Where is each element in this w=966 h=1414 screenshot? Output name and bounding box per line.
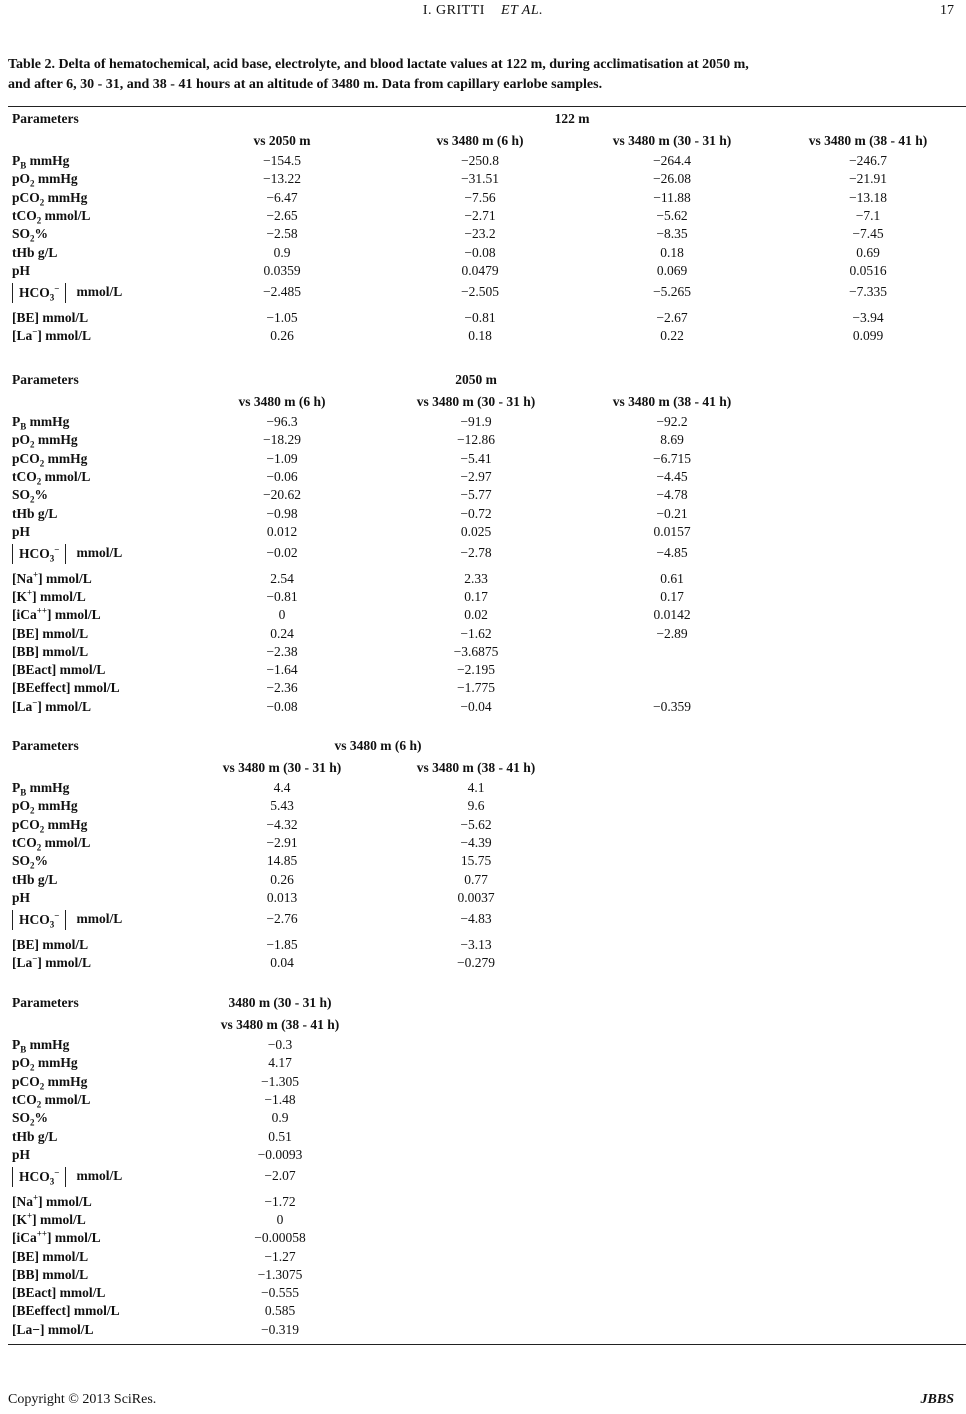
value-cell: 0.099 [852, 327, 884, 343]
parameter-label: $pO_2$ mmHg [12, 171, 78, 189]
value-cell: −0.81 [266, 588, 298, 604]
parameter-label: tHb g/L [12, 244, 58, 260]
parameter-label: $HCO_3^-$ mmol/L [12, 283, 122, 303]
table-row [0, 954, 966, 972]
value-cell: −4.83 [460, 911, 492, 927]
value-cell: −2.485 [263, 284, 301, 300]
value-cell: 0.26 [270, 871, 294, 887]
value-cell: 0.51 [268, 1128, 292, 1144]
parameter-label: [BE] mmol/L [12, 936, 89, 952]
section-title-row [0, 737, 966, 755]
table-row [0, 797, 966, 815]
table-row [0, 588, 966, 606]
value-cell: −2.36 [266, 680, 298, 696]
value-cell: −2.505 [461, 284, 499, 300]
value-cell: −5.77 [460, 487, 492, 503]
table-row [0, 1073, 966, 1091]
parameter-label: [BB] mmol/L [12, 643, 89, 659]
value-cell: −1.85 [266, 936, 298, 952]
value-cell: −20.62 [263, 487, 301, 503]
parameter-label: $P_B$ mmHg [12, 1037, 70, 1055]
parameter-label: $HCO_3^-$ mmol/L [12, 910, 122, 930]
parameter-label: [BB] mmol/L [12, 1266, 89, 1282]
value-cell: 0.04 [270, 954, 294, 970]
table-row [0, 262, 966, 280]
parameters-header: Parameters [12, 372, 79, 387]
column-header: vs 3480 m (30 - 31 h) [416, 394, 536, 409]
value-cell: −4.32 [266, 816, 298, 832]
value-cell: −23.2 [464, 226, 496, 242]
value-cell: −2.71 [464, 207, 496, 223]
value-cell: −264.4 [653, 153, 691, 168]
table-row [0, 170, 966, 188]
parameter-label: [iCa++] mmol/L [12, 1228, 101, 1246]
value-cell: −0.555 [261, 1285, 299, 1301]
value-cell: −2.07 [264, 1168, 296, 1184]
table-row [0, 643, 966, 661]
value-cell: 4.4 [273, 780, 291, 795]
value-cell: −1.72 [264, 1193, 296, 1209]
table-row [0, 1266, 966, 1284]
table-row [0, 910, 966, 928]
table-row [0, 544, 966, 562]
value-cell: −0.81 [464, 309, 496, 325]
value-cell: 4.17 [268, 1055, 292, 1071]
table-row [0, 189, 966, 207]
table-row [0, 852, 966, 870]
section-title: 2050 m [455, 372, 497, 387]
table-row [0, 1211, 966, 1229]
parameter-label: pH [12, 523, 31, 539]
parameter-label: tHb g/L [12, 1128, 58, 1144]
table-row [0, 486, 966, 504]
value-cell: −1.48 [264, 1091, 296, 1107]
table-row [0, 834, 966, 852]
value-cell: −154.5 [263, 153, 301, 168]
value-cell: 15.75 [460, 853, 492, 869]
parameter-label: [BEeffect] mmol/L [12, 1303, 120, 1319]
value-cell: −6.715 [653, 450, 691, 466]
column-header: vs 2050 m [253, 133, 311, 148]
value-cell: 0.17 [464, 588, 488, 604]
value-cell: −5.62 [656, 207, 688, 223]
value-cell: −18.29 [263, 432, 301, 448]
value-cell: 0.013 [266, 889, 298, 905]
table-row [0, 606, 966, 624]
value-cell: 0.012 [266, 523, 298, 539]
value-cell: −0.3 [267, 1037, 293, 1052]
table-row [0, 1167, 966, 1185]
table-row [0, 661, 966, 679]
value-cell: 0.9 [271, 1110, 289, 1126]
column-header-row [0, 132, 966, 150]
value-cell: −3.6875 [453, 643, 499, 659]
value-cell: −246.7 [849, 153, 887, 168]
table-row [0, 679, 966, 697]
parameter-label: tCO$_2$ mmol/L [12, 834, 91, 853]
table-row [0, 309, 966, 327]
parameter-label: [BE] mmol/L [12, 625, 89, 641]
value-cell: 0 [276, 1211, 284, 1227]
parameter-label: [Na+] mmol/L [12, 1192, 92, 1209]
column-header: vs 3480 m (38 - 41 h) [416, 760, 536, 775]
value-cell: 0.18 [468, 327, 492, 343]
table-row [0, 244, 966, 262]
parameter-label: tCO$_2$ mmol/L [12, 1091, 91, 1110]
value-cell: −0.319 [261, 1321, 299, 1337]
parameter-label: [Na+] mmol/L [12, 569, 92, 586]
value-cell: −1.3075 [257, 1266, 303, 1282]
value-cell: −0.72 [460, 505, 492, 521]
table-row [0, 1109, 966, 1127]
parameter-label: tCO$_2$ mmol/L [12, 468, 91, 487]
parameter-label: $SO_2\%$ [12, 226, 49, 244]
value-cell: 0.9 [273, 244, 291, 260]
value-cell: 14.85 [266, 853, 298, 869]
column-header: vs 3480 m (6 h) [436, 133, 524, 148]
value-cell: 8.69 [660, 432, 684, 448]
value-cell: −2.38 [266, 643, 298, 659]
parameter-label: [BE] mmol/L [12, 1248, 89, 1264]
value-cell: −0.00058 [254, 1230, 306, 1246]
parameter-label: pCO$_2$ mmHg [12, 816, 88, 835]
value-cell: −2.67 [656, 309, 688, 325]
value-cell: −5.62 [460, 816, 492, 832]
table-caption [8, 55, 966, 95]
table-row [0, 816, 966, 834]
table-row [0, 625, 966, 643]
table-row [0, 450, 966, 468]
value-cell: −2.58 [266, 226, 298, 242]
column-header: vs 3480 m (38 - 41 h) [612, 394, 732, 409]
table-caption-line-2: and after 6, 30 - 31, and 38 - 41 hours at an altitude of 3480 m. Data from capillary earlobe samples. [8, 77, 603, 92]
column-header: vs 3480 m (30 - 31 h) [222, 760, 342, 775]
value-cell: 0.0037 [457, 889, 495, 905]
parameters-header: Parameters [12, 111, 79, 126]
table-row [0, 1036, 966, 1054]
table-row [0, 468, 966, 486]
parameter-label: [BEact] mmol/L [12, 662, 106, 678]
parameter-label: $SO_2\%$ [12, 487, 49, 505]
value-cell: −0.98 [266, 505, 298, 521]
value-cell: −2.76 [266, 911, 298, 927]
value-cell: 0.61 [660, 570, 684, 586]
value-cell: −0.0093 [257, 1146, 303, 1162]
column-header-row [0, 393, 966, 411]
parameter-label: $HCO_3^-$ mmol/L [12, 544, 122, 564]
table-row [0, 1193, 966, 1211]
value-cell: 0.0359 [263, 262, 301, 278]
value-cell: −5.265 [653, 284, 691, 300]
parameter-label: tHb g/L [12, 871, 58, 887]
parameter-label: pCO$_2$ mmHg [12, 450, 88, 469]
value-cell: −1.62 [460, 625, 492, 641]
parameter-label: [La−] mmol/L [12, 953, 92, 970]
value-cell: −3.94 [852, 309, 884, 325]
parameter-label: $SO_2\%$ [12, 853, 49, 871]
page-header [0, 0, 966, 24]
value-cell: −0.04 [460, 698, 492, 714]
table-row [0, 1229, 966, 1247]
table-bottom-rule [8, 1344, 966, 1345]
section-title-row [0, 994, 966, 1012]
value-cell: −0.08 [266, 698, 298, 714]
value-cell: −13.22 [263, 171, 301, 187]
table-row [0, 523, 966, 541]
value-cell: −2.65 [266, 207, 298, 223]
parameter-label: [BE] mmol/L [12, 309, 89, 325]
value-cell: 0.025 [460, 523, 492, 539]
parameter-label: pCO$_2$ mmHg [12, 189, 88, 208]
value-cell: 9.6 [467, 798, 485, 814]
parameter-label: tHb g/L [12, 505, 58, 521]
section-title: 122 m [554, 111, 590, 126]
value-cell: −2.97 [460, 468, 492, 484]
table-row [0, 327, 966, 345]
section-title: 3480 m (30 - 31 h) [228, 995, 332, 1010]
value-cell: −26.08 [653, 171, 691, 187]
parameter-label: pH [12, 1146, 31, 1162]
value-cell: 0.24 [270, 625, 294, 641]
value-cell: −1.305 [261, 1073, 299, 1089]
parameter-label: $HCO_3^-$ mmol/L [12, 1167, 122, 1187]
table-row [0, 889, 966, 907]
parameter-label: $pO_2$ mmHg [12, 1055, 78, 1073]
section-title: vs 3480 m (6 h) [334, 738, 422, 753]
value-cell: −0.359 [653, 698, 691, 714]
value-cell: 0.17 [660, 588, 684, 604]
value-cell: −4.85 [656, 545, 688, 561]
table-row [0, 698, 966, 716]
column-header: vs 3480 m (38 - 41 h) [808, 133, 928, 148]
table-row [0, 431, 966, 449]
value-cell: −2.91 [266, 834, 298, 850]
value-cell: 0.0516 [849, 262, 887, 278]
table-row [0, 1146, 966, 1164]
value-cell: −7.56 [464, 189, 496, 205]
value-cell: 0.0142 [653, 607, 691, 623]
value-cell: −92.2 [656, 414, 688, 429]
parameter-label: [La−] mmol/L [12, 697, 92, 714]
table-row [0, 1284, 966, 1302]
table-row [0, 1248, 966, 1266]
value-cell: −21.91 [849, 171, 887, 187]
value-cell: 0.18 [660, 244, 684, 260]
parameter-label: [La−] mmol/L [12, 326, 92, 343]
parameter-label: [BEact] mmol/L [12, 1285, 106, 1301]
table-row [0, 871, 966, 889]
value-cell: 0.02 [464, 607, 488, 623]
value-cell: −3.13 [460, 936, 492, 952]
table-row [0, 505, 966, 523]
value-cell: −2.89 [656, 625, 688, 641]
table-row [0, 225, 966, 243]
table-row [0, 1054, 966, 1072]
parameter-label: [K+] mmol/L [12, 587, 86, 604]
parameter-label: $P_B$ mmHg [12, 414, 70, 432]
table-row [0, 779, 966, 797]
value-cell: −0.06 [266, 468, 298, 484]
value-cell: −2.78 [460, 545, 492, 561]
value-cell: −96.3 [266, 414, 298, 429]
value-cell: −1.775 [457, 680, 495, 696]
parameter-label: pCO$_2$ mmHg [12, 1073, 88, 1092]
value-cell: −1.64 [266, 662, 298, 678]
column-header: vs 3480 m (30 - 31 h) [612, 133, 732, 148]
value-cell: −1.05 [266, 309, 298, 325]
value-cell: 0.26 [270, 327, 294, 343]
value-cell: −31.51 [461, 171, 499, 187]
parameter-label: pH [12, 889, 31, 905]
value-cell: 4.1 [467, 780, 485, 795]
table-row [0, 1091, 966, 1109]
value-cell: 2.33 [464, 570, 488, 586]
parameter-label: $pO_2$ mmHg [12, 798, 78, 816]
value-cell: −7.45 [852, 226, 884, 242]
table-row [0, 936, 966, 954]
value-cell: −7.1 [855, 207, 881, 223]
value-cell: −4.39 [460, 834, 492, 850]
value-cell: −0.08 [464, 244, 496, 260]
column-header: vs 3480 m (38 - 41 h) [220, 1017, 340, 1032]
parameters-header: Parameters [12, 995, 79, 1010]
parameter-label: [La−] mmol/L [12, 1321, 94, 1337]
value-cell: 0 [278, 607, 286, 623]
parameter-label: $P_B$ mmHg [12, 153, 70, 171]
table-row [0, 413, 966, 431]
value-cell: −4.45 [656, 468, 688, 484]
value-cell: −6.47 [266, 189, 298, 205]
table-row [0, 207, 966, 225]
value-cell: −12.86 [457, 432, 495, 448]
value-cell: 0.585 [264, 1303, 296, 1319]
value-cell: −13.18 [849, 189, 887, 205]
table-row [0, 1321, 966, 1339]
value-cell: −11.88 [653, 189, 691, 205]
value-cell: −0.279 [457, 954, 495, 970]
value-cell: −4.78 [656, 487, 688, 503]
value-cell: −250.8 [461, 153, 499, 168]
value-cell: −2.195 [457, 662, 495, 678]
column-header-row [0, 759, 966, 777]
section-title-row [0, 371, 966, 389]
column-header-row [0, 1016, 966, 1034]
value-cell: 0.77 [464, 871, 488, 887]
value-cell: 5.43 [270, 798, 294, 814]
journal-abbrev: JBBS [920, 1392, 954, 1407]
value-cell: −1.27 [264, 1248, 296, 1264]
table-row [0, 1128, 966, 1146]
value-cell: 2.54 [270, 570, 294, 586]
page-number: 17 [940, 3, 954, 18]
table-row [0, 570, 966, 588]
parameter-label: $pO_2$ mmHg [12, 432, 78, 450]
table-top-rule [8, 106, 966, 107]
value-cell: 0.0157 [653, 523, 691, 539]
parameter-label: [K+] mmol/L [12, 1210, 86, 1227]
value-cell: −7.335 [849, 284, 887, 300]
parameter-label: pH [12, 262, 31, 278]
parameter-label: $P_B$ mmHg [12, 780, 70, 798]
table-row [0, 1302, 966, 1320]
value-cell: −91.9 [460, 414, 492, 429]
column-header: vs 3480 m (6 h) [238, 394, 326, 409]
value-cell: 0.69 [856, 244, 880, 260]
value-cell: −1.09 [266, 450, 298, 466]
value-cell: −0.02 [266, 545, 298, 561]
parameter-label: [BEeffect] mmol/L [12, 680, 120, 696]
parameter-label: tCO$_2$ mmol/L [12, 207, 91, 226]
value-cell: 0.069 [656, 262, 688, 278]
copyright-notice: Copyright © 2013 SciRes. [8, 1392, 157, 1407]
value-cell: −0.21 [656, 505, 688, 521]
table-caption-line-1: Table 2. Delta of hematochemical, acid base, electrolyte, and blood lactate values at 122 m, during acclimatisation at 2050 m, [8, 57, 749, 72]
section-title-row [0, 110, 966, 128]
value-cell: 0.0479 [461, 262, 499, 278]
value-cell: −5.41 [460, 450, 492, 466]
running-head-authors: I. GRITTI ET AL. [422, 3, 544, 18]
parameter-label: $SO_2\%$ [12, 1110, 49, 1128]
value-cell: −8.35 [656, 226, 688, 242]
table-row [0, 152, 966, 170]
table-row [0, 283, 966, 301]
parameters-header: Parameters [12, 738, 79, 753]
value-cell: 0.22 [660, 327, 684, 343]
parameter-label: [iCa++] mmol/L [12, 605, 101, 623]
